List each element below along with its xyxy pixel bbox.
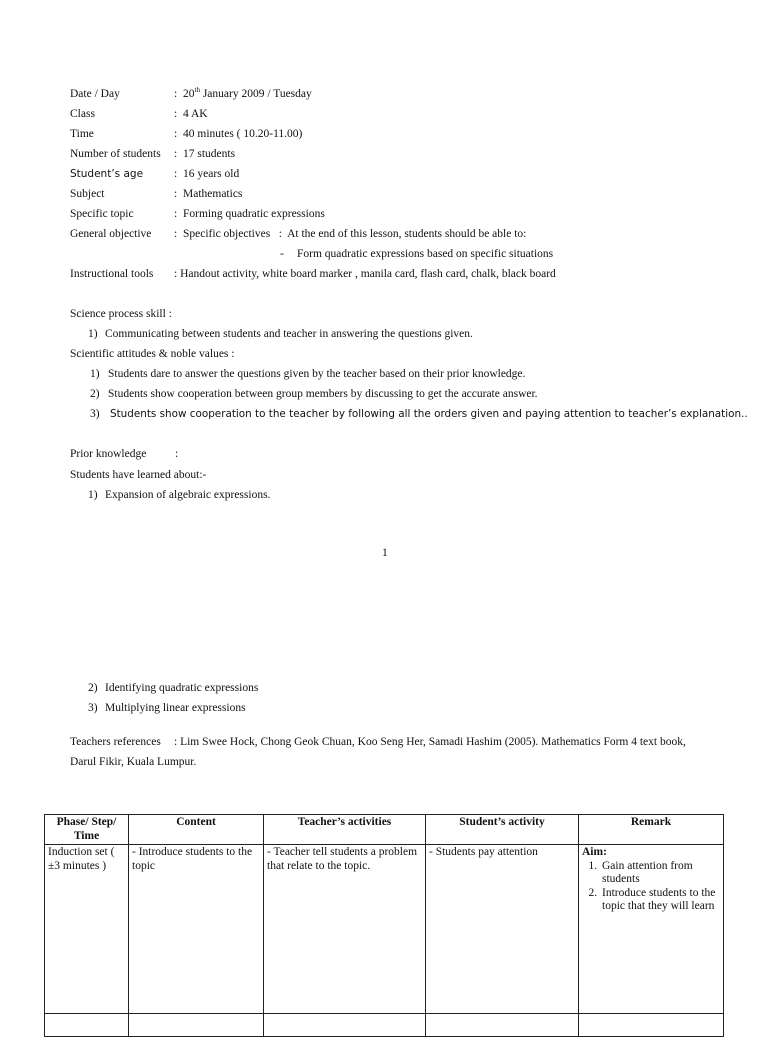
attitude-item: Students show cooperation between group members by discussing to get the accurate answer. [108,388,538,400]
list-number: 1) [90,368,100,380]
colon: : [174,228,178,240]
prior-knowledge-item: Multiplying linear expressions [105,702,246,714]
references-line2: Darul Fikir, Kuala Lumpur. [70,756,197,768]
remark-aim-heading: Aim: [582,846,607,858]
list-number: 3) [90,408,100,420]
field-value-class: 4 AK [183,108,208,120]
field-value-specific-objectives: Specific objectives : At the end of this lesson, students should be able to: [183,228,527,240]
field-label-class: Class [70,108,95,120]
header-student-activity: Student’s activity [426,815,579,845]
cell-empty [264,1014,426,1037]
cell-content: - Introduce students to the topic [129,845,264,1014]
list-number: 3) [88,702,98,714]
colon: : [174,148,178,160]
field-label-general-objective: General objective [70,228,152,240]
field-label-subject: Subject [70,188,105,200]
field-value-specific-topic: Forming quadratic expressions [183,208,325,220]
list-item: 2. Introduce students to the topic that they will learn [600,887,720,914]
field-label-students-age: Student’s age [70,168,144,180]
header-teacher-activities: Teacher’s activities [264,815,426,845]
field-label-time: Time [70,128,94,140]
objective-dash: - [280,248,284,260]
objective-item: Form quadratic expressions based on specific situations [297,248,554,260]
cell-empty [579,1014,724,1037]
references-label: Teachers references [70,736,161,748]
colon: : [174,88,178,100]
attitude-item: Students show cooperation to the teacher by following all the orders given and paying attention to teacher’s explanation.. [110,408,748,420]
prior-knowledge-heading: Prior knowledge [70,448,147,460]
colon: : [174,168,178,180]
list-item: 1. Gain attention from students [600,860,720,887]
field-value-subject: Mathematics [183,188,243,200]
field-value-number-of-students: 17 students [183,148,236,160]
field-value-date: 20th January 2009 / Tuesday [183,86,312,100]
field-label-instructional-tools: Instructional tools [70,268,154,280]
cell-empty [129,1014,264,1037]
prior-knowledge-item: Expansion of algebraic expressions. [105,489,271,501]
prior-knowledge-item: Identifying quadratic expressions [105,682,259,694]
science-process-heading: Science process skill : [70,308,172,320]
colon: : [174,208,178,220]
list-number: 1) [88,489,98,501]
field-value-students-age: 16 years old [183,168,240,180]
cell-empty [45,1014,129,1037]
field-label-date: Date / Day [70,88,120,100]
list-number: 1) [88,328,98,340]
cell-teacher: - Teacher tell students a problem that relate to the topic. [264,845,426,1014]
header-remark: Remark [579,815,724,845]
table-row [45,1014,724,1037]
colon: : [175,448,179,460]
prior-knowledge-sub: Students have learned about:- [70,469,207,481]
colon: : [174,128,178,140]
page-number: 1 [382,547,388,559]
cell-phase: Induction set ( ±3 minutes ) [45,845,129,1014]
header-phase: Phase/ Step/ Time [45,815,129,845]
field-label-number-of-students: Number of students [70,148,161,160]
science-process-item: Communicating between students and teacher in answering the questions given. [105,328,473,340]
field-label-specific-topic: Specific topic [70,208,134,220]
colon: : [174,108,178,120]
colon: : [174,188,178,200]
table-row [45,845,724,1014]
cell-remark [579,845,724,1014]
attitude-item: Students dare to answer the questions given by the teacher based on their prior knowledge. [108,368,526,380]
header-content: Content [129,815,264,845]
references-line1: : Lim Swee Hock, Chong Geok Chuan, Koo Seng Her, Samadi Hashim (2005). Mathematics Form 4 text book, [174,736,686,748]
cell-student: - Students pay attention [426,845,579,1014]
cell-empty [426,1014,579,1037]
field-value-time: 40 minutes ( 10.20-11.00) [183,128,303,140]
list-number: 2) [88,682,98,694]
table-header-row [45,815,724,845]
remark-list [582,860,720,914]
attitudes-heading: Scientific attitudes & noble values : [70,348,235,360]
list-number: 2) [90,388,100,400]
lesson-plan-table [44,814,724,1037]
field-value-instructional-tools: : Handout activity, white board marker , manila card, flash card, chalk, black board [174,268,556,280]
